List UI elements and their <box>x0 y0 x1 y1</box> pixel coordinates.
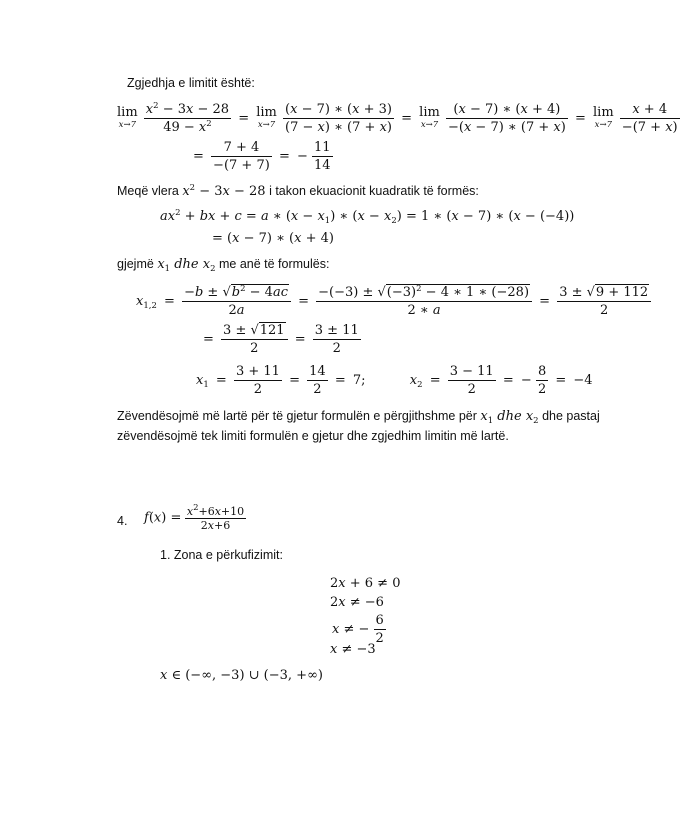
function-definition: f(x) = $\frac{x^2+6x+10}{2x+6}$ <box>144 503 245 532</box>
domain-step-3: x ≠ − $\frac{6}{2}$ <box>332 613 384 646</box>
zevendesojme-line-2: zëvendësojmë tek limiti formulën e gjetur dhe zgjedhim limitin më lartë. <box>117 429 509 443</box>
quadratic-factored: = (x − 7) ∗ (x + 4) <box>212 231 334 246</box>
domain-step-2: 2x ≠ −6 <box>330 595 384 610</box>
intro-text: Zgjedhja e limitit është: <box>127 76 255 90</box>
zevendesojme-line-1: Zëvendësojmë më lartë për të gjetur formulën e përgjithshme për $x_1$ dhe $x_2$ dhe pastaj <box>117 409 600 426</box>
meqe-text: Meqë vlera $x^2 - 3x - 28$ i takon ekuacionit kuadratik të formës: <box>117 183 479 199</box>
domain-result: x ∈ (−∞, −3) ∪ (−3, +∞) <box>160 668 323 683</box>
domain-step-4: x ≠ −3 <box>330 642 376 657</box>
quadratic-formula: $x_{1,2}$ = $\frac{-b \pm √b^2 - 4ac}{2a}$ = $\frac{-(-3) \pm √(-3)^2 - 4 ∗ 1 ∗ (-28)}{2 ∗ a}$ = $\frac{3 \pm √9 + 112}{2}$ <box>136 284 651 319</box>
domain-step-1: 2x + 6 ≠ 0 <box>330 576 401 591</box>
gjejme-text: gjejmë $x_1$ dhe $x_2$ me anë të formulës: <box>117 257 330 274</box>
limit-result: = $\frac{7 + 4}{-(7 + 7)}$ = − $\frac{11}{14}$ <box>193 140 331 173</box>
roots: $x_1$ = $\frac{3 + 11}{2}$ = $\frac{14}{2}$ = 7; $x_2$ = $\frac{3 - 11}{2}$ = − $\frac{8}{2}$ = −4 <box>196 364 593 397</box>
domain-heading: 1. Zona e përkufizimit: <box>160 548 283 562</box>
quadratic-simplified: = $\frac{3 \pm √121}{2}$ = $\frac{3 \pm 11}{2}$ <box>203 323 359 356</box>
item-number: 4. <box>117 514 128 528</box>
quadratic-form: $ax^2$ + bx + c = a ∗ $(x - x_1)$ ∗ $(x - x_2) = 1$ ∗ (x − 7) ∗ (x − (−4)) <box>160 208 575 226</box>
limit-equation: lim x→7 $\frac{x^2 - 3x - 28}{49 - x^2}$ = lim x→7 $\frac{(x - 7) ∗ (x + 3)}{(7 - x) ∗ (7 + x)}$ = lim x→7 $\frac{(x - 7) ∗ (x + 4)}{-(x - 7) ∗ (7 + x)}$ = lim x→7 $\frac{x + 4}{-(7 + x)}$ <box>117 101 678 135</box>
